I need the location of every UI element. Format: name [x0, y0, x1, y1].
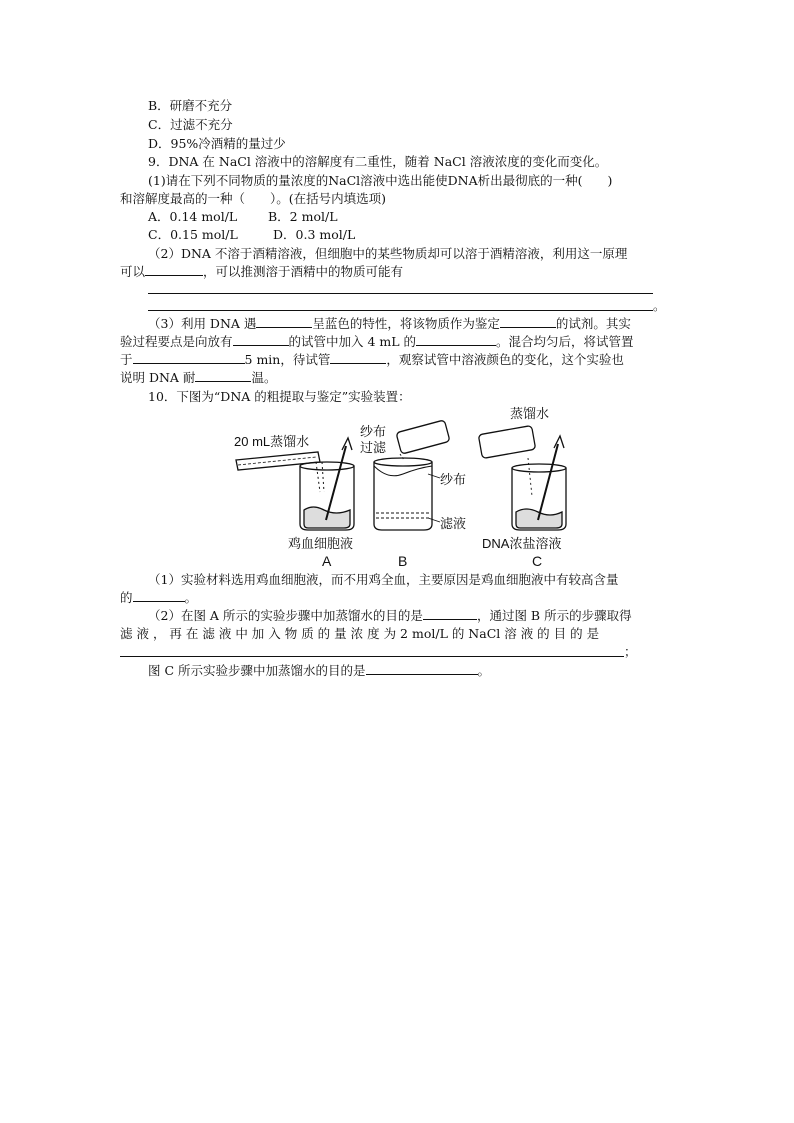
q9-p3-line3	[120, 350, 676, 369]
q9-option-a: A．0.14 mol/L	[148, 209, 238, 224]
q9-p3-line1	[148, 314, 704, 333]
q9-option-b: B．2 mol/L	[268, 209, 338, 224]
q9-p3-text-f: 。混合均匀后，将试管置	[496, 334, 634, 349]
q9-title: 9．DNA 在 NaCl 溶液中的溶解度有二重性，随着 NaCl 溶液浓度的变化而变化。	[148, 154, 608, 169]
filter-stream	[400, 454, 404, 460]
water-stream-2	[322, 462, 324, 492]
stir-arrow-c-icon	[554, 436, 564, 448]
q9-p2-answer-rule-1[interactable]	[148, 293, 653, 294]
beaker-a-rim	[300, 462, 354, 470]
q10-p1-line1: （1）实验材料选用鸡血细胞液，而不用鸡全血，主要原因是鸡血细胞液中有较高含量	[148, 572, 619, 587]
q9-p3-text-b: 呈蓝色的特性，将该物质作为鉴定	[312, 316, 500, 331]
q9-p3-blank-temp[interactable]	[195, 368, 251, 382]
stir-arrow-a-icon	[342, 438, 352, 450]
option-d: D．95%冷酒精的量过少	[148, 136, 286, 151]
label-chicken-blood: 鸡血细胞液	[288, 536, 354, 551]
pour-beaker-b-icon	[396, 420, 450, 454]
q9-p3-blank-cool[interactable]	[330, 350, 386, 364]
q10-p2-answer-rule[interactable]	[120, 656, 624, 657]
q9-options-row2	[148, 225, 704, 244]
filtrate-pointer	[428, 518, 440, 522]
q10-p2-line1	[148, 606, 704, 625]
q10-p2-text-c: 图 C 所示实验步骤中加蒸馏水的目的是	[148, 663, 366, 678]
q10-p2-line2: 滤 液 ， 再 在 滤 液 中 加 入 物 质 的 量 浓 度 为 2 mol/L 的 NaCl 溶 液 的 目 的 是	[120, 626, 600, 641]
apparatus-c	[478, 425, 566, 530]
q10-p2-blank-2[interactable]	[366, 661, 478, 675]
experiment-figure	[228, 400, 588, 572]
q9-p3-text-e: 的试管中加入 4 mL 的	[288, 334, 417, 349]
q9-option-d: D．0.3 mol/L	[273, 227, 356, 242]
label-dna-solution: DNA浓盐溶液	[482, 536, 562, 551]
q9-p2-line1: （2）DNA 不溶于酒精溶液，但细胞中的某些物质却可以溶于酒精溶液，利用这一原理	[148, 246, 628, 261]
q10-title: 10．下图为“DNA 的粗提取与鉴定”实验装置：	[148, 389, 411, 404]
label-gauze: 纱布	[440, 472, 467, 487]
label-b: B	[398, 553, 408, 569]
q10-p2-text-b: ，通过图 B 所示的步骤取得	[476, 608, 632, 623]
q9-p3-blank-target[interactable]	[500, 314, 556, 328]
q9-p2-end-mark: 。	[653, 298, 666, 313]
q9-p3-blank-solution[interactable]	[416, 332, 496, 346]
label-water-c: 蒸馏水	[510, 406, 550, 421]
q10-p2-blank-1[interactable]	[423, 606, 477, 620]
q9-option-c: C．0.15 mol/L	[148, 227, 238, 242]
option-c: C．过滤不充分	[148, 117, 233, 132]
label-gauze-filter-2: 过滤	[360, 440, 387, 455]
glass-rod-c	[538, 444, 558, 520]
pour-beaker-c-icon	[478, 425, 535, 458]
q10-p1-line2	[120, 588, 676, 607]
gauze-pointer	[428, 474, 440, 478]
label-filtrate: 滤液	[440, 516, 467, 531]
q9-p2-line2	[120, 262, 676, 281]
q9-p2-text-b: ，可以推测溶于酒精中的物质可能有	[203, 264, 404, 279]
option-b: B．研磨不充分	[148, 98, 233, 113]
q9-p3-blank-reagent[interactable]	[256, 314, 312, 328]
q9-p2-text-a: 可以	[120, 264, 146, 279]
label-water-a: 20 mL蒸馏水	[234, 434, 310, 449]
gauze-cloth	[374, 466, 432, 476]
q9-p3-text-a: （3）利用 DNA 遇	[148, 316, 257, 331]
label-a: A	[322, 553, 332, 569]
q10-p1-text-b: 。	[184, 590, 198, 605]
q9-p3-line2	[120, 332, 676, 351]
q10-p2-line4	[148, 661, 704, 680]
q9-p3-text-d: 验过程要点是向放有	[120, 334, 233, 349]
q9-p1-line1: (1)请在下列不同物质的量浓度的NaCl溶液中选出能使DNA析出最彻底的一种( )	[148, 173, 613, 188]
q9-p3-text-i: ，观察试管中溶液颜色的变化，这个实验也	[386, 352, 624, 367]
q10-p1-text-a: 的	[120, 590, 133, 605]
beaker-c-rim	[512, 464, 566, 472]
q9-p3-blank-tube[interactable]	[233, 332, 289, 346]
q9-options-row1	[148, 207, 704, 226]
q9-p2-answer-rule-2[interactable]	[148, 310, 653, 311]
water-stream	[316, 462, 320, 492]
experiment-diagram	[228, 400, 588, 572]
q9-p3-text-g: 于	[120, 352, 133, 367]
q9-p3-text-c: 的试剂。其实	[555, 316, 631, 331]
q9-p3-text-j: 说明 DNA 耐	[120, 370, 196, 385]
label-gauze-filter-1: 纱布	[360, 424, 387, 439]
glass-rod-a	[326, 446, 346, 520]
label-c: C	[532, 553, 543, 569]
q9-p1-line2: 和溶解度最高的一种（ ）。(在括号内填选项)	[120, 191, 387, 206]
q9-p3-text-k: 温。	[251, 370, 277, 385]
q9-p3-line4	[120, 368, 676, 387]
q10-p2-end-mark: ；	[624, 644, 637, 659]
apparatus-a	[236, 438, 354, 530]
q10-p2-text-a: （2）在图 A 所示的实验步骤中加蒸馏水的目的是	[148, 608, 423, 623]
q10-p1-blank[interactable]	[133, 588, 185, 602]
q10-p2-text-d: 。	[477, 663, 491, 678]
q9-p3-text-h: 5 min，待试管	[244, 352, 331, 367]
q9-p2-blank-1[interactable]	[145, 262, 203, 276]
q9-p3-blank-heat[interactable]	[133, 350, 245, 364]
